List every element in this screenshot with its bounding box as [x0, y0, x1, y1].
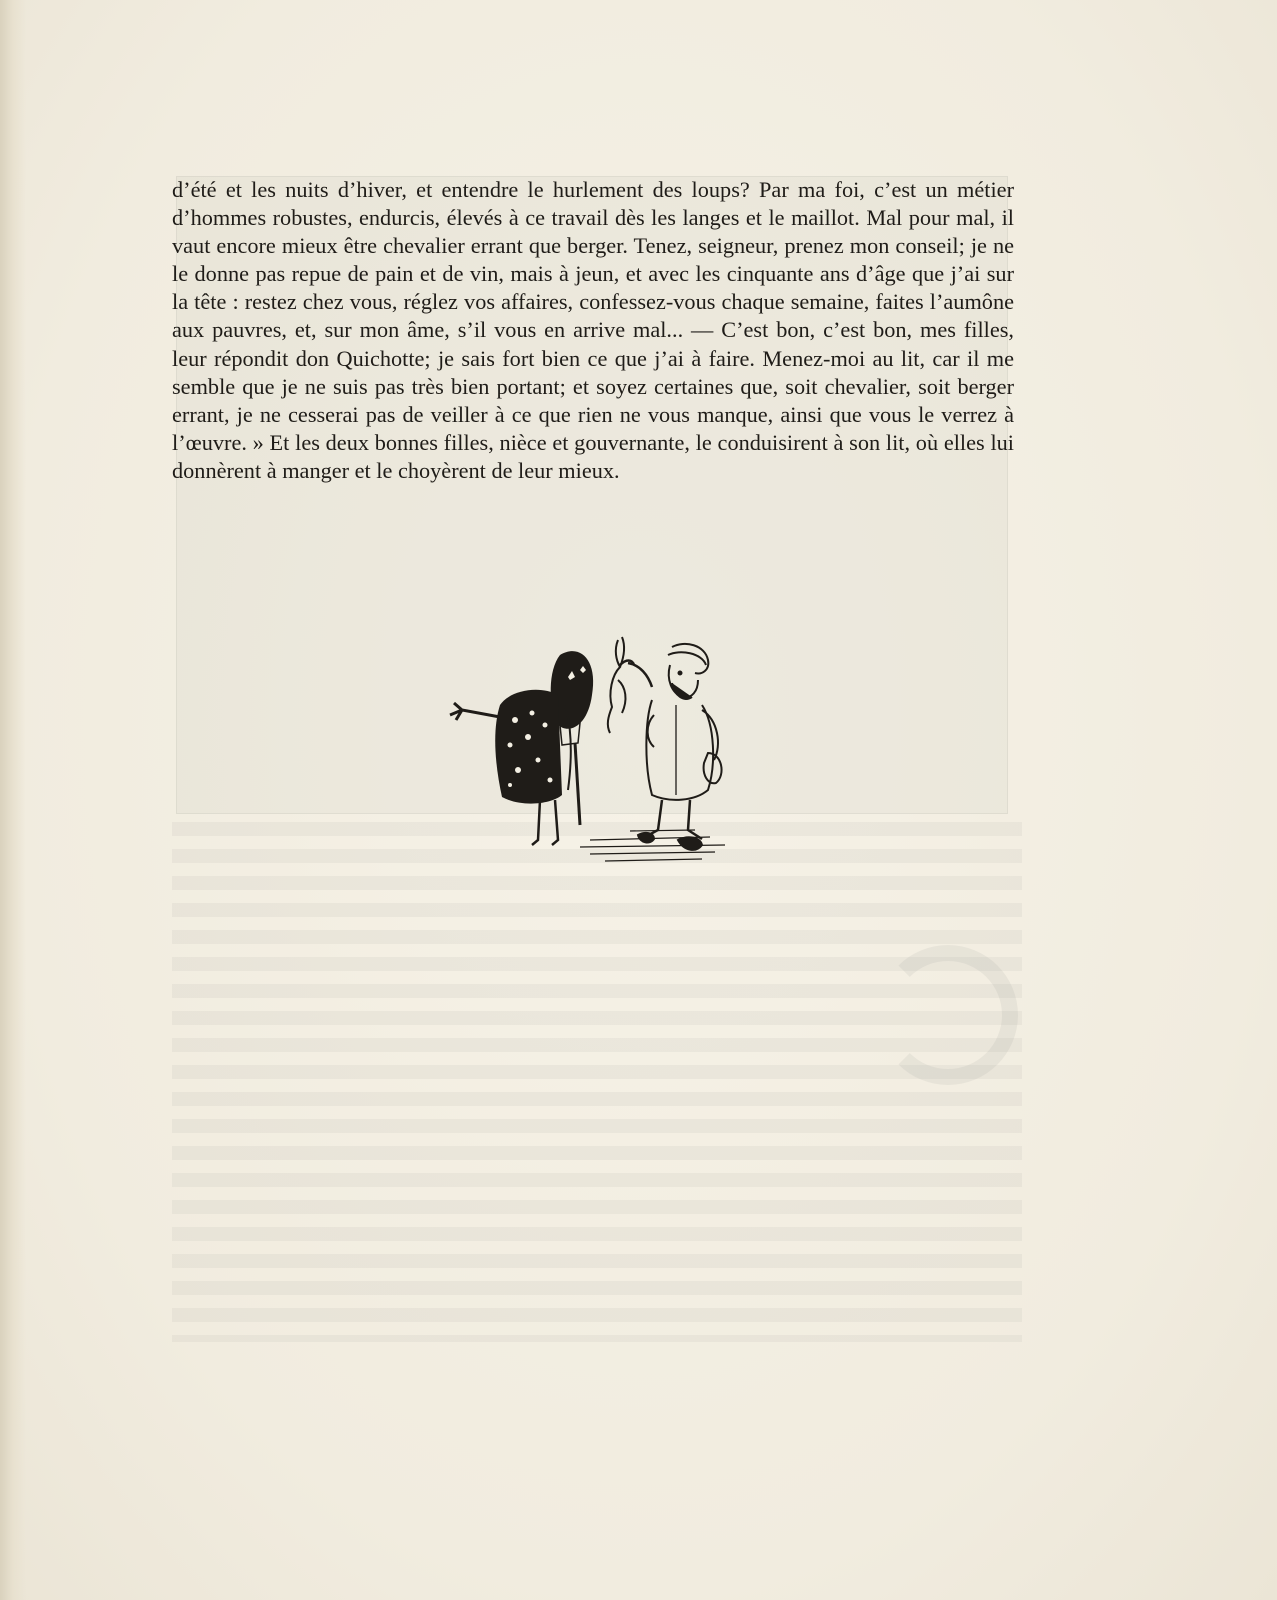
body-text: d’été et les nuits d’hiver, et entendre le hurlement des loups? Par ma foi, c’est un métier d’hommes robustes, endurcis, élevés à ce travail dès les langes et le maillot. Mal pour mal, il vaut encore mieux être chevalier errant que berger. Tenez, seigneur, prenez mon conseil; je ne le donne pas repue de pain et de vin, mais à jeun, et avec les cinquante ans d’âge que j’ai sur la tête : restez chez vous, réglez vos affaires, confessez-vous chaque semaine, faites l’aumône aux pauvres, et, sur mon âme, s’il vous en arrive mal... — C’est bon, c’est bon, mes filles, leur répondit don Quichotte; je sais fort bien ce que j’ai à faire. Menez-moi au lit, car il me semble que je ne suis pas très bien portant; et soyez certaines que, soit chevalier, soit berger errant, je ne cesserai pas de veiller à ce que rien ne vous manque, ainsi que vous le verrez à l’œuvre. » Et les deux bonnes filles, nièce et gouvernante, le conduisirent à son lit, où elles lui donnèrent à manger et le choyèrent de leur mieux. — [172, 177, 1014, 483]
gutter-shadow — [0, 0, 26, 1600]
show-through-text — [172, 822, 1022, 1342]
ink-drawing-icon — [440, 625, 760, 885]
show-through-drop-cap — [878, 945, 1018, 1085]
